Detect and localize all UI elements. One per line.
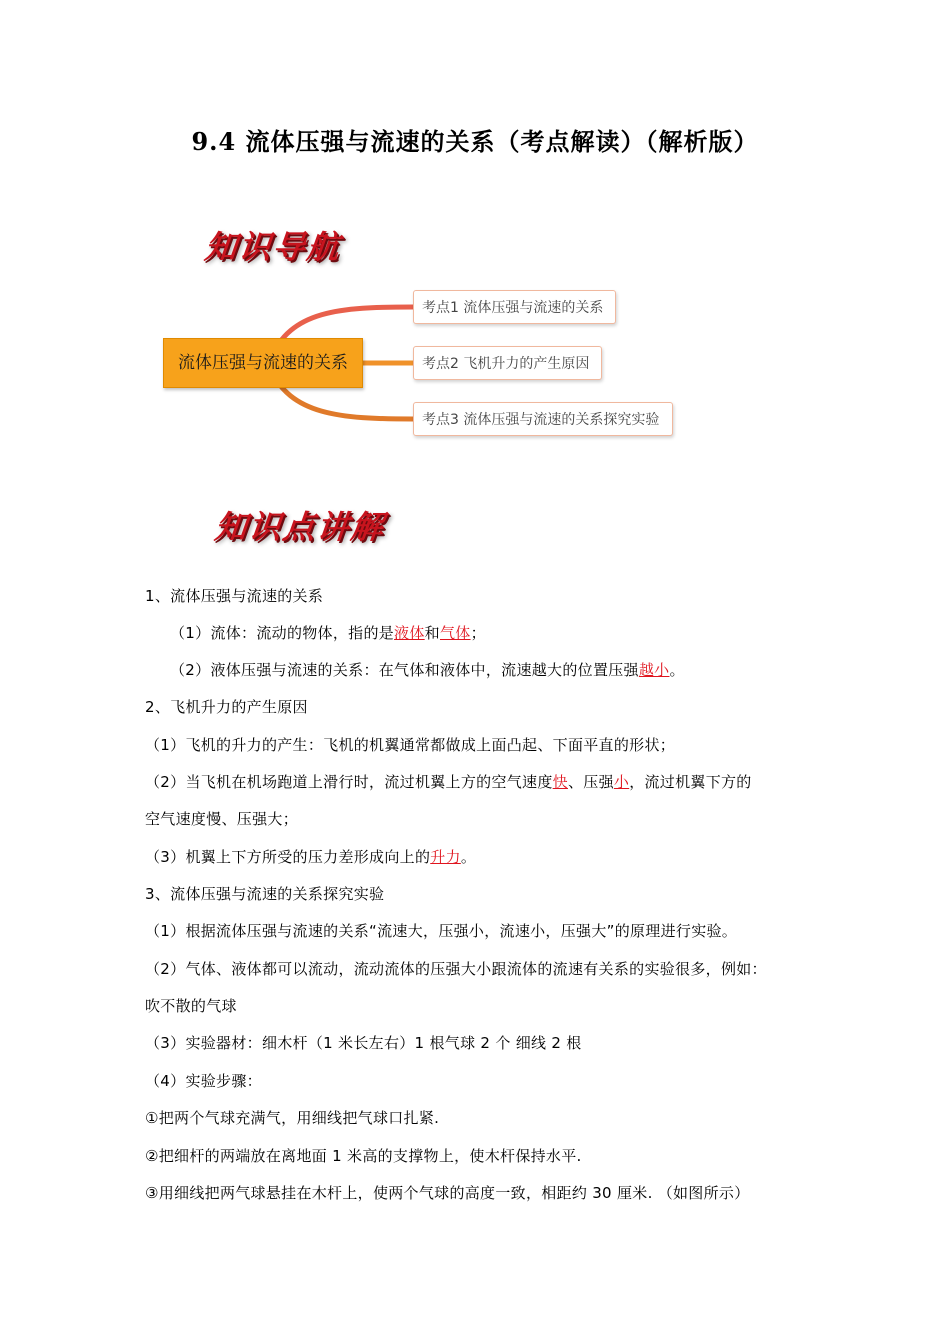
section-3-point-2-continued: 吹不散的气球 bbox=[145, 997, 237, 1015]
section-2-heading: 2、飞机升力的产生原因 bbox=[145, 698, 308, 716]
text: 、压强 bbox=[567, 773, 614, 791]
text: 。 bbox=[460, 848, 477, 866]
mindmap-branch-1: 考点1 流体压强与流速的关系 bbox=[413, 290, 616, 324]
mindmap-root: 流体压强与流速的关系 bbox=[163, 338, 363, 388]
text: （3）机翼上下方所受的压力差形成向上的 bbox=[145, 848, 431, 866]
experiment-step-1: ①把两个气球充满气，用细线把气球口扎紧. bbox=[145, 1109, 440, 1127]
answer-lift: 升力 bbox=[430, 848, 461, 866]
text: 和 bbox=[424, 624, 440, 642]
section-2-point-1: （1）飞机的升力的产生：飞机的机翼通常都做成上面凸起、下面平直的形状； bbox=[145, 736, 676, 754]
section-2-point-2-continued: 空气速度慢、压强大； bbox=[145, 810, 299, 828]
answer-gas: 气体 bbox=[439, 624, 471, 642]
mindmap-branch-2: 考点2 飞机升力的产生原因 bbox=[413, 346, 602, 380]
section-1-point-2 bbox=[170, 659, 685, 680]
experiment-step-2: ②把细杆的两端放在离地面 1 米高的支撑物上，使木杆保持水平. bbox=[145, 1147, 582, 1165]
section-1-point-1 bbox=[170, 622, 486, 643]
section-3-point-2: （2）气体、液体都可以流动，流动流体的压强大小跟流体的流速有关系的实验很多，例如： bbox=[145, 960, 767, 978]
answer-liquid: 液体 bbox=[394, 624, 425, 642]
section-2-point-2 bbox=[145, 771, 752, 792]
page-title: 9.4 流体压强与流速的关系（考点解读）（解析版） bbox=[191, 127, 759, 156]
text: （2）液体压强与流速的关系：在气体和液体中，流速越大的位置压强 bbox=[170, 661, 639, 679]
text: （1）流体：流动的物体，指的是 bbox=[170, 624, 395, 642]
banner-knowledge-explanation: 知识点讲解 bbox=[212, 508, 387, 546]
text: （2）当飞机在机场跑道上滑行时，流过机翼上方的空气速度 bbox=[145, 773, 553, 791]
text: 。 bbox=[669, 661, 685, 679]
section-2-point-3 bbox=[145, 846, 476, 867]
section-3-point-1: （1）根据流体压强与流速的关系“流速大，压强小，流速小，压强大”的原理进行实验。 bbox=[145, 922, 738, 940]
answer-smaller: 越小 bbox=[638, 661, 670, 679]
section-3-heading: 3、流体压强与流速的关系探究实验 bbox=[145, 885, 385, 903]
answer-fast: 快 bbox=[552, 773, 568, 791]
text: ，流过机翼下方的 bbox=[629, 773, 752, 791]
text: ； bbox=[470, 624, 486, 642]
answer-small: 小 bbox=[613, 773, 630, 791]
section-3-point-4: （4）实验步骤： bbox=[145, 1072, 262, 1090]
experiment-step-3: ③用细线把两气球悬挂在木杆上，使两个气球的高度一致，相距约 30 厘米. （如图所示） bbox=[145, 1184, 750, 1202]
banner-knowledge-navigation: 知识导航 bbox=[202, 228, 343, 266]
section-3-point-3: （3）实验器材：细木杆（1 米长左右）1 根气球 2 个 细线 2 根 bbox=[145, 1034, 582, 1052]
section-1-heading: 1、流体压强与流速的关系 bbox=[145, 587, 324, 605]
mindmap-branch-3: 考点3 流体压强与流速的关系探究实验 bbox=[413, 402, 673, 436]
